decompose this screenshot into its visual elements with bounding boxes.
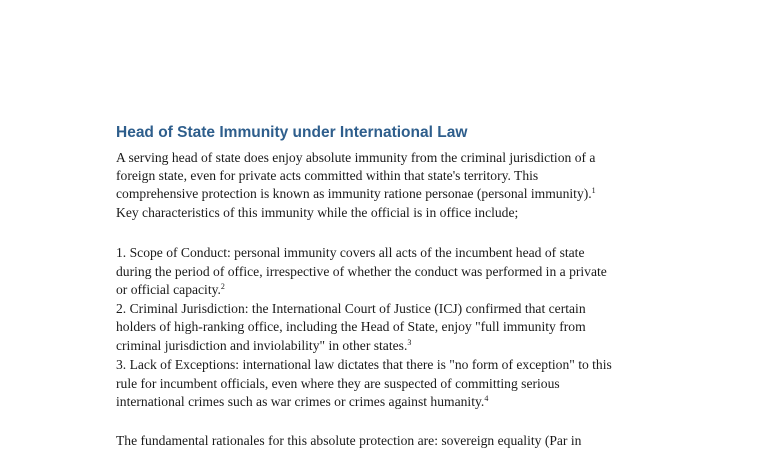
paragraph-line: foreign state, even for private acts committed within that state's territory. This <box>116 168 539 183</box>
list-item-line: international crimes such as war crimes or crimes against humanity.$^4$ <box>116 394 489 409</box>
list-item-line: criminal jurisdiction and inviolability" in other states.$^3$ <box>116 338 412 353</box>
list-item-line: rule for incumbent officials, even where they are suspected of committing serious <box>116 376 560 391</box>
paragraph-line: The fundamental rationales for this absolute protection are: sovereign equality (Par in <box>116 433 582 448</box>
list-item-line: 3. Lack of Exceptions: international law dictates that there is "no form of exception" to this <box>116 357 612 372</box>
footnote-marker[interactable]: 2 <box>220 282 225 291</box>
section-heading: Head of State Immunity under International Law <box>116 124 468 141</box>
footnote-marker[interactable]: 4 <box>484 394 489 403</box>
footnote-marker[interactable]: 3 <box>407 338 412 347</box>
paragraph-line: A serving head of state does enjoy absolute immunity from the criminal jurisdiction of a <box>116 150 596 165</box>
footnote-marker[interactable]: 1 <box>591 186 596 195</box>
list-item-line: or official capacity.$^2$ <box>116 282 225 297</box>
list-item-line: during the period of office, irrespective of whether the conduct was performed in a private <box>116 264 607 279</box>
list-item-line: 1. Scope of Conduct: personal immunity covers all acts of the incumbent head of state <box>116 245 585 260</box>
list-item-line: 2. Criminal Jurisdiction: the International Court of Justice (ICJ) confirmed that certain <box>116 301 586 316</box>
paragraph-line: comprehensive protection is known as immunity ratione personae (personal immunity).$^1$ <box>116 186 596 201</box>
list-item-line: holders of high-ranking office, including the Head of State, enjoy "full immunity from <box>116 319 586 334</box>
paragraph-line: Key characteristics of this immunity while the official is in office include; <box>116 205 519 220</box>
